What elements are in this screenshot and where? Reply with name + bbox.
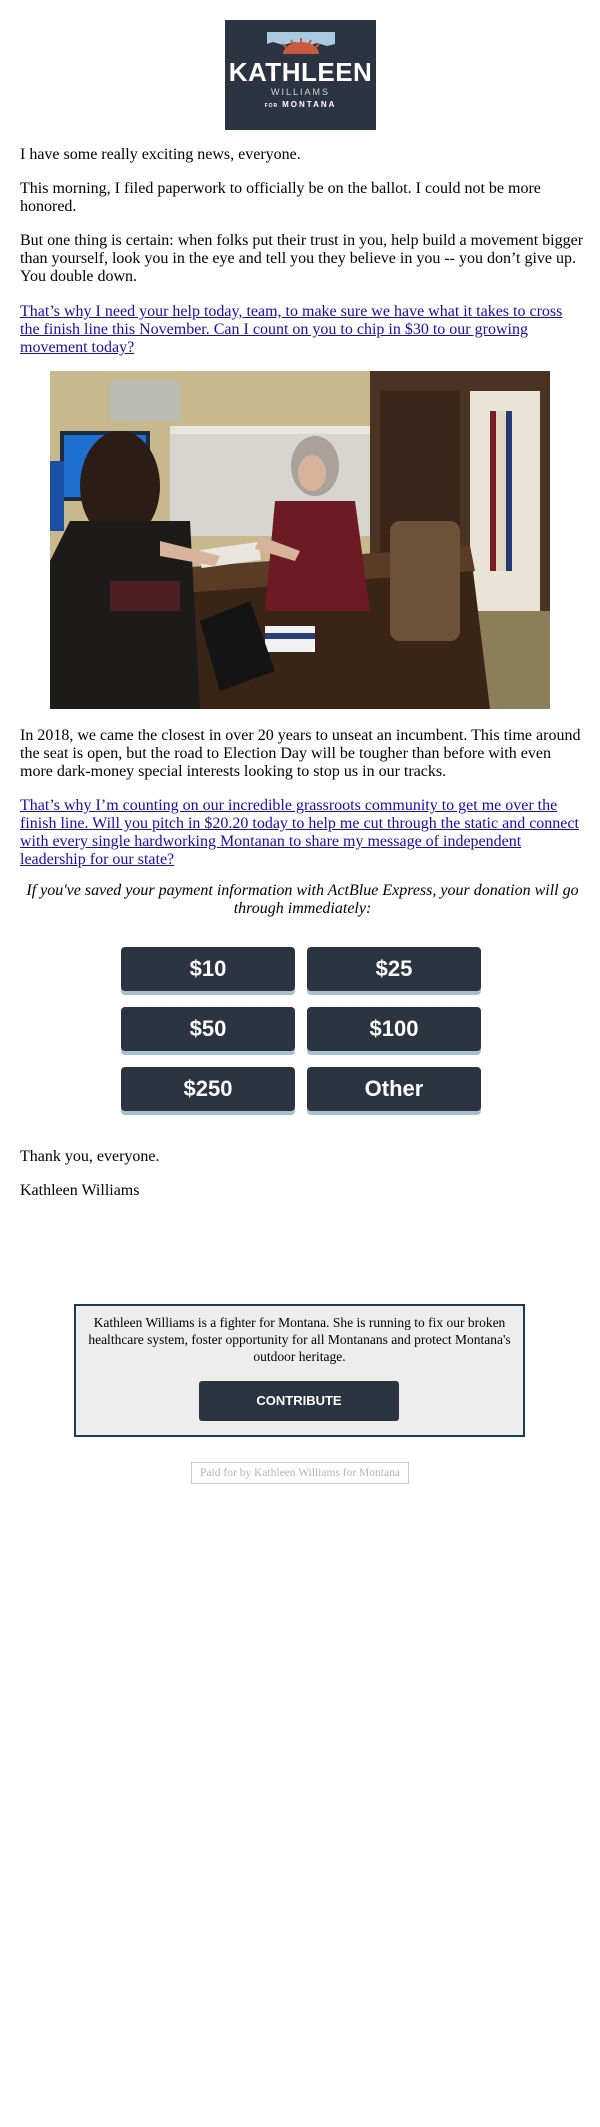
campaign-logo[interactable] xyxy=(225,20,376,130)
paid-for-disclaimer: Paid for by Kathleen Williams for Montana xyxy=(191,1462,409,1484)
logo-name: KATHLEEN xyxy=(228,57,373,87)
donate-10-button[interactable]: $10 xyxy=(121,947,295,991)
incumbent-paragraph: In 2018, we came the closest in over 20 years to unseat an incumbent. This time around the seat is open, but the road to Election Day will be tougher than before with even more dark-money special interests looking to stop us in our tracks. xyxy=(20,727,581,780)
contribute-button[interactable]: CONTRIBUTE xyxy=(199,1381,399,1421)
logo-state xyxy=(265,98,337,113)
donate-other-button[interactable]: Other xyxy=(307,1067,481,1111)
donate-30-link[interactable]: That’s why I need your help today, team, to make sure we have what it takes to cross the finish line this November. Can I count on you to chip in $30 to our growing movement today? xyxy=(20,303,563,356)
filing-photo-illustration xyxy=(50,371,550,709)
signature: Kathleen Williams xyxy=(20,1182,140,1199)
mountain-sunrise-icon xyxy=(265,30,337,56)
donate-50-button[interactable]: $50 xyxy=(121,1007,295,1051)
footer-contribute-box xyxy=(74,1304,525,1437)
donate-25-button[interactable]: $25 xyxy=(307,947,481,991)
actblue-express-note: If you've saved your payment information with ActBlue Express, your donation will go through immediately: xyxy=(26,882,579,917)
closing-line: Thank you, everyone. xyxy=(20,1148,160,1165)
ballot-paragraph: This morning, I filed paperwork to officially be on the ballot. I could not be more honored. xyxy=(20,180,541,215)
logo-surname: WILLIAMS xyxy=(270,87,330,97)
donate-250-button[interactable]: $250 xyxy=(121,1067,295,1111)
ask-link-paragraph xyxy=(20,303,585,357)
footer-bio-text: Kathleen Williams is a fighter for Montana. She is running to fix our broken healthcare system, foster opportunity for all Montanans and protect Montana's outdoor heritage. xyxy=(88,1315,511,1364)
donate-2020-link[interactable]: That’s why I’m counting on our incredible grassroots community to get me over the finish line. Will you pitch in $20.20 today to help me cut through the static and connect with every single hardworking Montanan to share my message of independent leadership for our state? xyxy=(20,797,579,868)
campaign-photo xyxy=(50,371,550,709)
donate-100-button[interactable]: $100 xyxy=(307,1007,481,1051)
grassroots-link-paragraph xyxy=(20,797,585,869)
logo-for: FOR xyxy=(264,103,279,109)
intro-paragraph: I have some really exciting news, everyone. xyxy=(20,146,301,163)
double-down-paragraph: But one thing is certain: when folks put their trust in you, help build a movement bigger than yourself, look you in the eye and tell you they believe in you -- you don’t give up. You double down. xyxy=(20,232,584,285)
logo-state-name: MONTANA xyxy=(282,100,337,109)
